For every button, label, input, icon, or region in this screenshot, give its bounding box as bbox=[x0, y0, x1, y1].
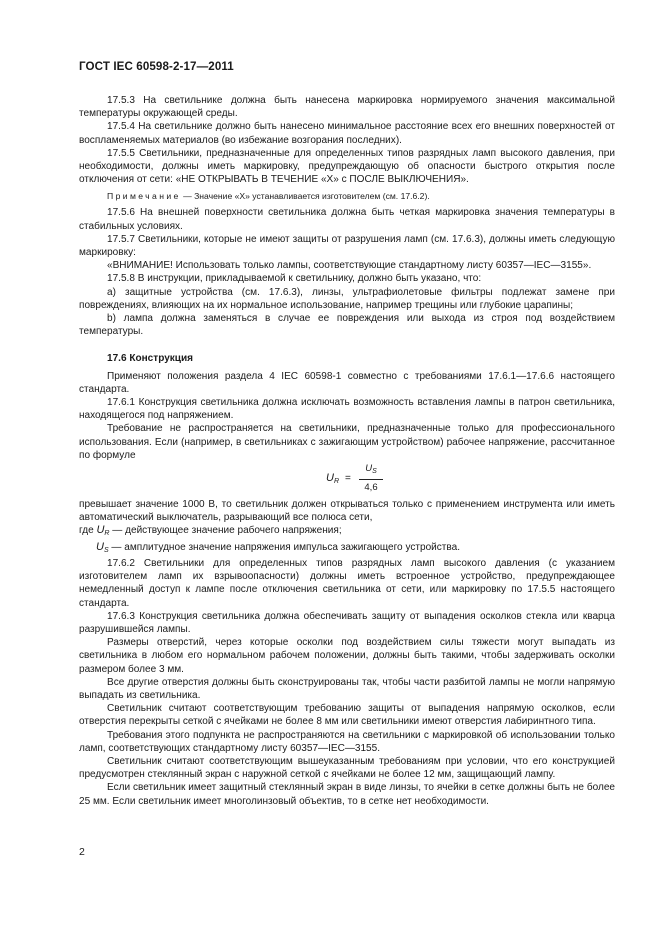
paragraph-17-5-3: 17.5.3 На светильнике должна быть нанесена маркировка нормируемого значения максимальной температуры окружающей среды. bbox=[79, 95, 615, 120]
paragraph-lens-screen: Если светильник имеет защитный стеклянный экран в виде линзы, то ячейки в сетке должны быть не более 25 мм. Если светильник имеет многолинзовый объектив, то в сетке нет необходимости. bbox=[79, 782, 615, 807]
document-body bbox=[79, 94, 615, 808]
warning-marking: «ВНИМАНИЕ! Использовать только лампы, соответствующие стандартному листу 60357—IEC—3155». bbox=[107, 260, 592, 272]
paragraph-17-6-3: 17.6.3 Конструкция светильника должна обеспечивать защиту от выпадения осколков стекла или кварца разрушившейся лампы. bbox=[79, 610, 615, 635]
paragraph-mesh-compliance: Светильник считают соответствующим требованию защиты от выпадения напрямую осколков, если отверстия перекрыты сеткой с ячейками не более 8 мм или светильники имеют отверстия лабиринтного типа. bbox=[79, 703, 615, 728]
formula-denominator: 4,6 bbox=[364, 482, 378, 494]
formula-lhs: $U_R$ bbox=[326, 472, 340, 486]
note bbox=[79, 190, 615, 202]
formula-numerator: $U_S$ bbox=[359, 462, 383, 480]
section-title: 17.6 Конструкция bbox=[107, 353, 194, 365]
formula-equals: = bbox=[345, 473, 351, 485]
list-item-b: b) лампа должна заменяться в случае ее повреждения или выхода из строя под воздействием температуры. bbox=[79, 313, 615, 338]
definition-us: $U_S$ — амплитудное значение напряжения импульса зажигающего устройства. bbox=[96, 540, 460, 554]
paragraph-17-6-2: 17.6.2 Светильники для определенных типов разрядных ламп высокого давления (с указанием изготовителем ламп их взрывоопасности) должны иметь встроенное устройство, предупреждающее немедленный доступ к лампе после отключения светильника от сети, или маркировку по 17.5.5 настоящего стандарта. bbox=[79, 557, 615, 609]
paragraph-threshold: превышает значение 1000 В, то светильник должен открываться только с применением инструмента или иметь автоматический выключатель, разрывающий все полюса сети, bbox=[79, 499, 615, 524]
note-text: — Значение «X» устанавливается изготовителем (см. 17.6.2). bbox=[180, 191, 430, 202]
paragraph-other-openings: Все другие отверстия должны быть сконструированы так, чтобы части разбитой лампы не могли напрямую выпадать из светильника. bbox=[79, 676, 615, 701]
definition-ur: где $U_R$ — действующее значение рабочего напряжения; bbox=[79, 524, 342, 538]
paragraph-17-5-8: 17.5.8 В инструкции, прикладываемой к светильнику, должно быть указано, что: bbox=[107, 273, 482, 285]
paragraph-17-5-4: 17.5.4 На светильнике должно быть нанесено минимальное расстояние всех его внешних поверхностей от воспламеняемых материалов (во избежание возгорания последних). bbox=[79, 121, 615, 146]
paragraph-exemption: Требования этого подпункта не распространяются на светильники с маркировкой об использовании только ламп, соответствующих стандартному листу 60357—IEC—3155. bbox=[79, 729, 615, 754]
paragraph-glass-screen: Светильник считают соответствующим вышеуказанным требованиям при условии, что его конструкцией предусмотрен стеклянный экран с наружной сеткой с ячейками не более 12 мм, защищающий лампу. bbox=[79, 755, 615, 781]
paragraph-opening-sizes: Размеры отверстий, через которые осколки под воздействием силы тяжести могут выпадать из светильника в любом его нормальном рабочем положении, должны быть такими, чтобы задерживать осколки размером более 3 мм. bbox=[79, 637, 615, 675]
paragraph-17-6-1: 17.6.1 Конструкция светильника должна исключать возможность вставления лампы в патрон светильника, находящегося под напряжением. bbox=[79, 397, 615, 422]
paragraph-17-5-7: 17.5.7 Светильники, которые не имеют защиты от разрушения ламп (см. 17.6.3), должны иметь следующую маркировку: bbox=[79, 233, 615, 259]
note-label: Примечание bbox=[107, 191, 181, 202]
paragraph-17-5-5: 17.5.5 Светильники, предназначенные для определенных типов разрядных ламп высокого давления, при необходимости, должны иметь маркировку, предупреждающую об опасности быстрого открытия после отключения от сети: «НЕ ОТКРЫВАТЬ В ТЕЧЕНИЕ «X» с ПОСЛЕ ВЫКЛЮЧЕНИЯ». bbox=[79, 147, 615, 186]
list-item-a: a) защитные устройства (см. 17.6.3), линзы, ультрафиолетовые фильтры подлежат замене при повреждениях, влияющих на их нормальное использование, например трещины или глубокие царапины; bbox=[79, 286, 615, 311]
page-number: 2 bbox=[79, 846, 85, 858]
document-header: ГОСТ IEC 60598-2-17—2011 bbox=[79, 60, 234, 73]
paragraph-requirement: Требование не распространяется на светильники, предназначенные только для профессионального использования. Если (например, в светильниках с зажигающим устройством) рабочее напряжение, рассчитанное по формуле bbox=[79, 423, 615, 461]
formula-fraction bbox=[359, 462, 383, 494]
voltage-formula bbox=[79, 464, 615, 494]
paragraph-17-6-intro: Применяют положения раздела 4 IEC 60598-1 совместно с требованиями 17.6.1—17.6.6 настоящего стандарта. bbox=[79, 370, 615, 395]
paragraph-17-5-6: 17.5.6 На внешней поверхности светильника должна быть четкая маркировка значения температуры в стабильных условиях. bbox=[79, 207, 615, 232]
